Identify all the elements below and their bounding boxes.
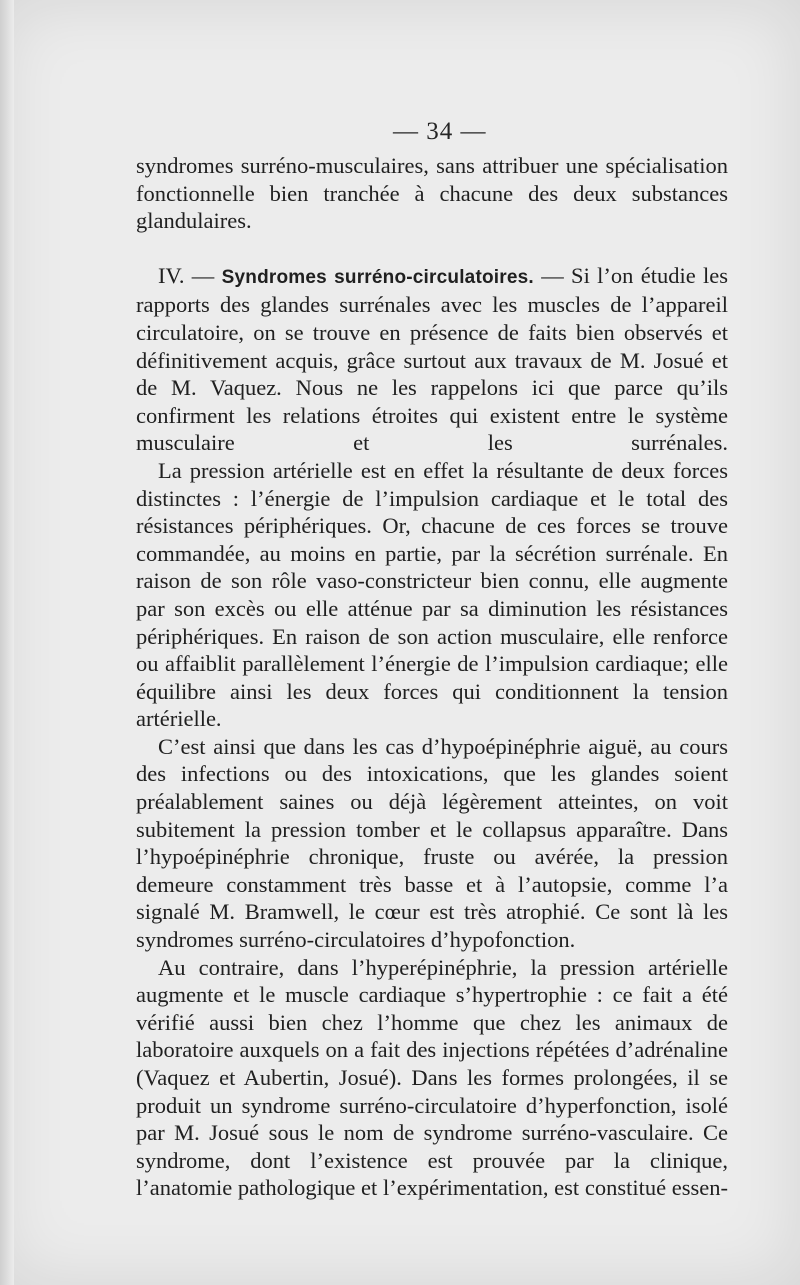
page-number: — 34 — (393, 118, 487, 145)
paragraph-arterial-pressure: La pression artérielle est en effet la résultante de deux forces distinctes : l’énergie de l’impulsion cardiaque et le total des résistances périphériques. Or, chacune de ces forces se trouve commandée, au moins en partie, par la sécrétion surrénale. En raison de son rôle vaso-constricteur bien connu, elle augmente par son excès ou elle atténue par sa diminution les résistances périphériques. En raison de son action musculaire, elle renforce ou affaiblit parallèlement l’énergie de l’impulsion cardiaque; elle équilibre ainsi les deux forces qui conditionnent la tension artérielle. (136, 457, 728, 732)
section-text: — Si l’on étudie les rapports des glandes surrénales avec les muscles de l’appareil circulatoire, on se trouve en présence de faits bien observés et définitivement acquis, grâce surtout aux travaux de M. Josué et de M. Vaquez. Nous ne les rappelons ici que parce qu’ils confirment les relations étroites qui existent entre le système musculaire et les surrénales. (136, 262, 729, 456)
body-text (136, 152, 728, 1202)
section-numeral: IV. — (158, 262, 215, 288)
page-edge-shadow (0, 0, 14, 1285)
section-iv-paragraph (136, 262, 728, 457)
paragraph-hyperepinephria: Au contraire, dans l’hyperépinéphrie, la pression artérielle augmente et le muscle cardiaque s’hypertrophie : ce fait a été vérifié aussi bien chez l’homme que chez les animaux de laboratoire auxquels on a fait des injections répétées d’adrénaline (Vaquez et Aubertin, Josué). Dans les formes prolongées, il se produit un syndrome surréno-circulatoire d’hyperfonction, isolé par M. Josué sous le nom de syndrome surréno-vasculaire. Ce syndrome, dont l’existence est prouvée par la clinique, l’anatomie pathologique et l’expérimentation, est constitué essen- (136, 954, 728, 1201)
section-heading: Syndromes surréno-circulatoires. (221, 266, 534, 288)
paragraph-hypoepinephria: C’est ainsi que dans les cas d’hypoépinéphrie aiguë, au cours des infections ou des intoxications, que les glandes soient préalablement saines ou déjà légèrement atteintes, on voit subitement la pression tomber et le collapsus apparaître. Dans l’hypoépinéphrie chronique, fruste ou avérée, la pression demeure constamment très basse et à l’autopsie, comme l’a signalé M. Bramwell, le cœur est très atrophié. Ce sont là les syndromes surréno-circulatoires d’hypofonction. (136, 733, 728, 953)
intro-paragraph: syndromes surréno-musculaires, sans attribuer une spécialisation fonctionnelle bien tranchée à chacune des deux substances glandulaires. (136, 153, 728, 234)
section-spacing (136, 235, 728, 262)
